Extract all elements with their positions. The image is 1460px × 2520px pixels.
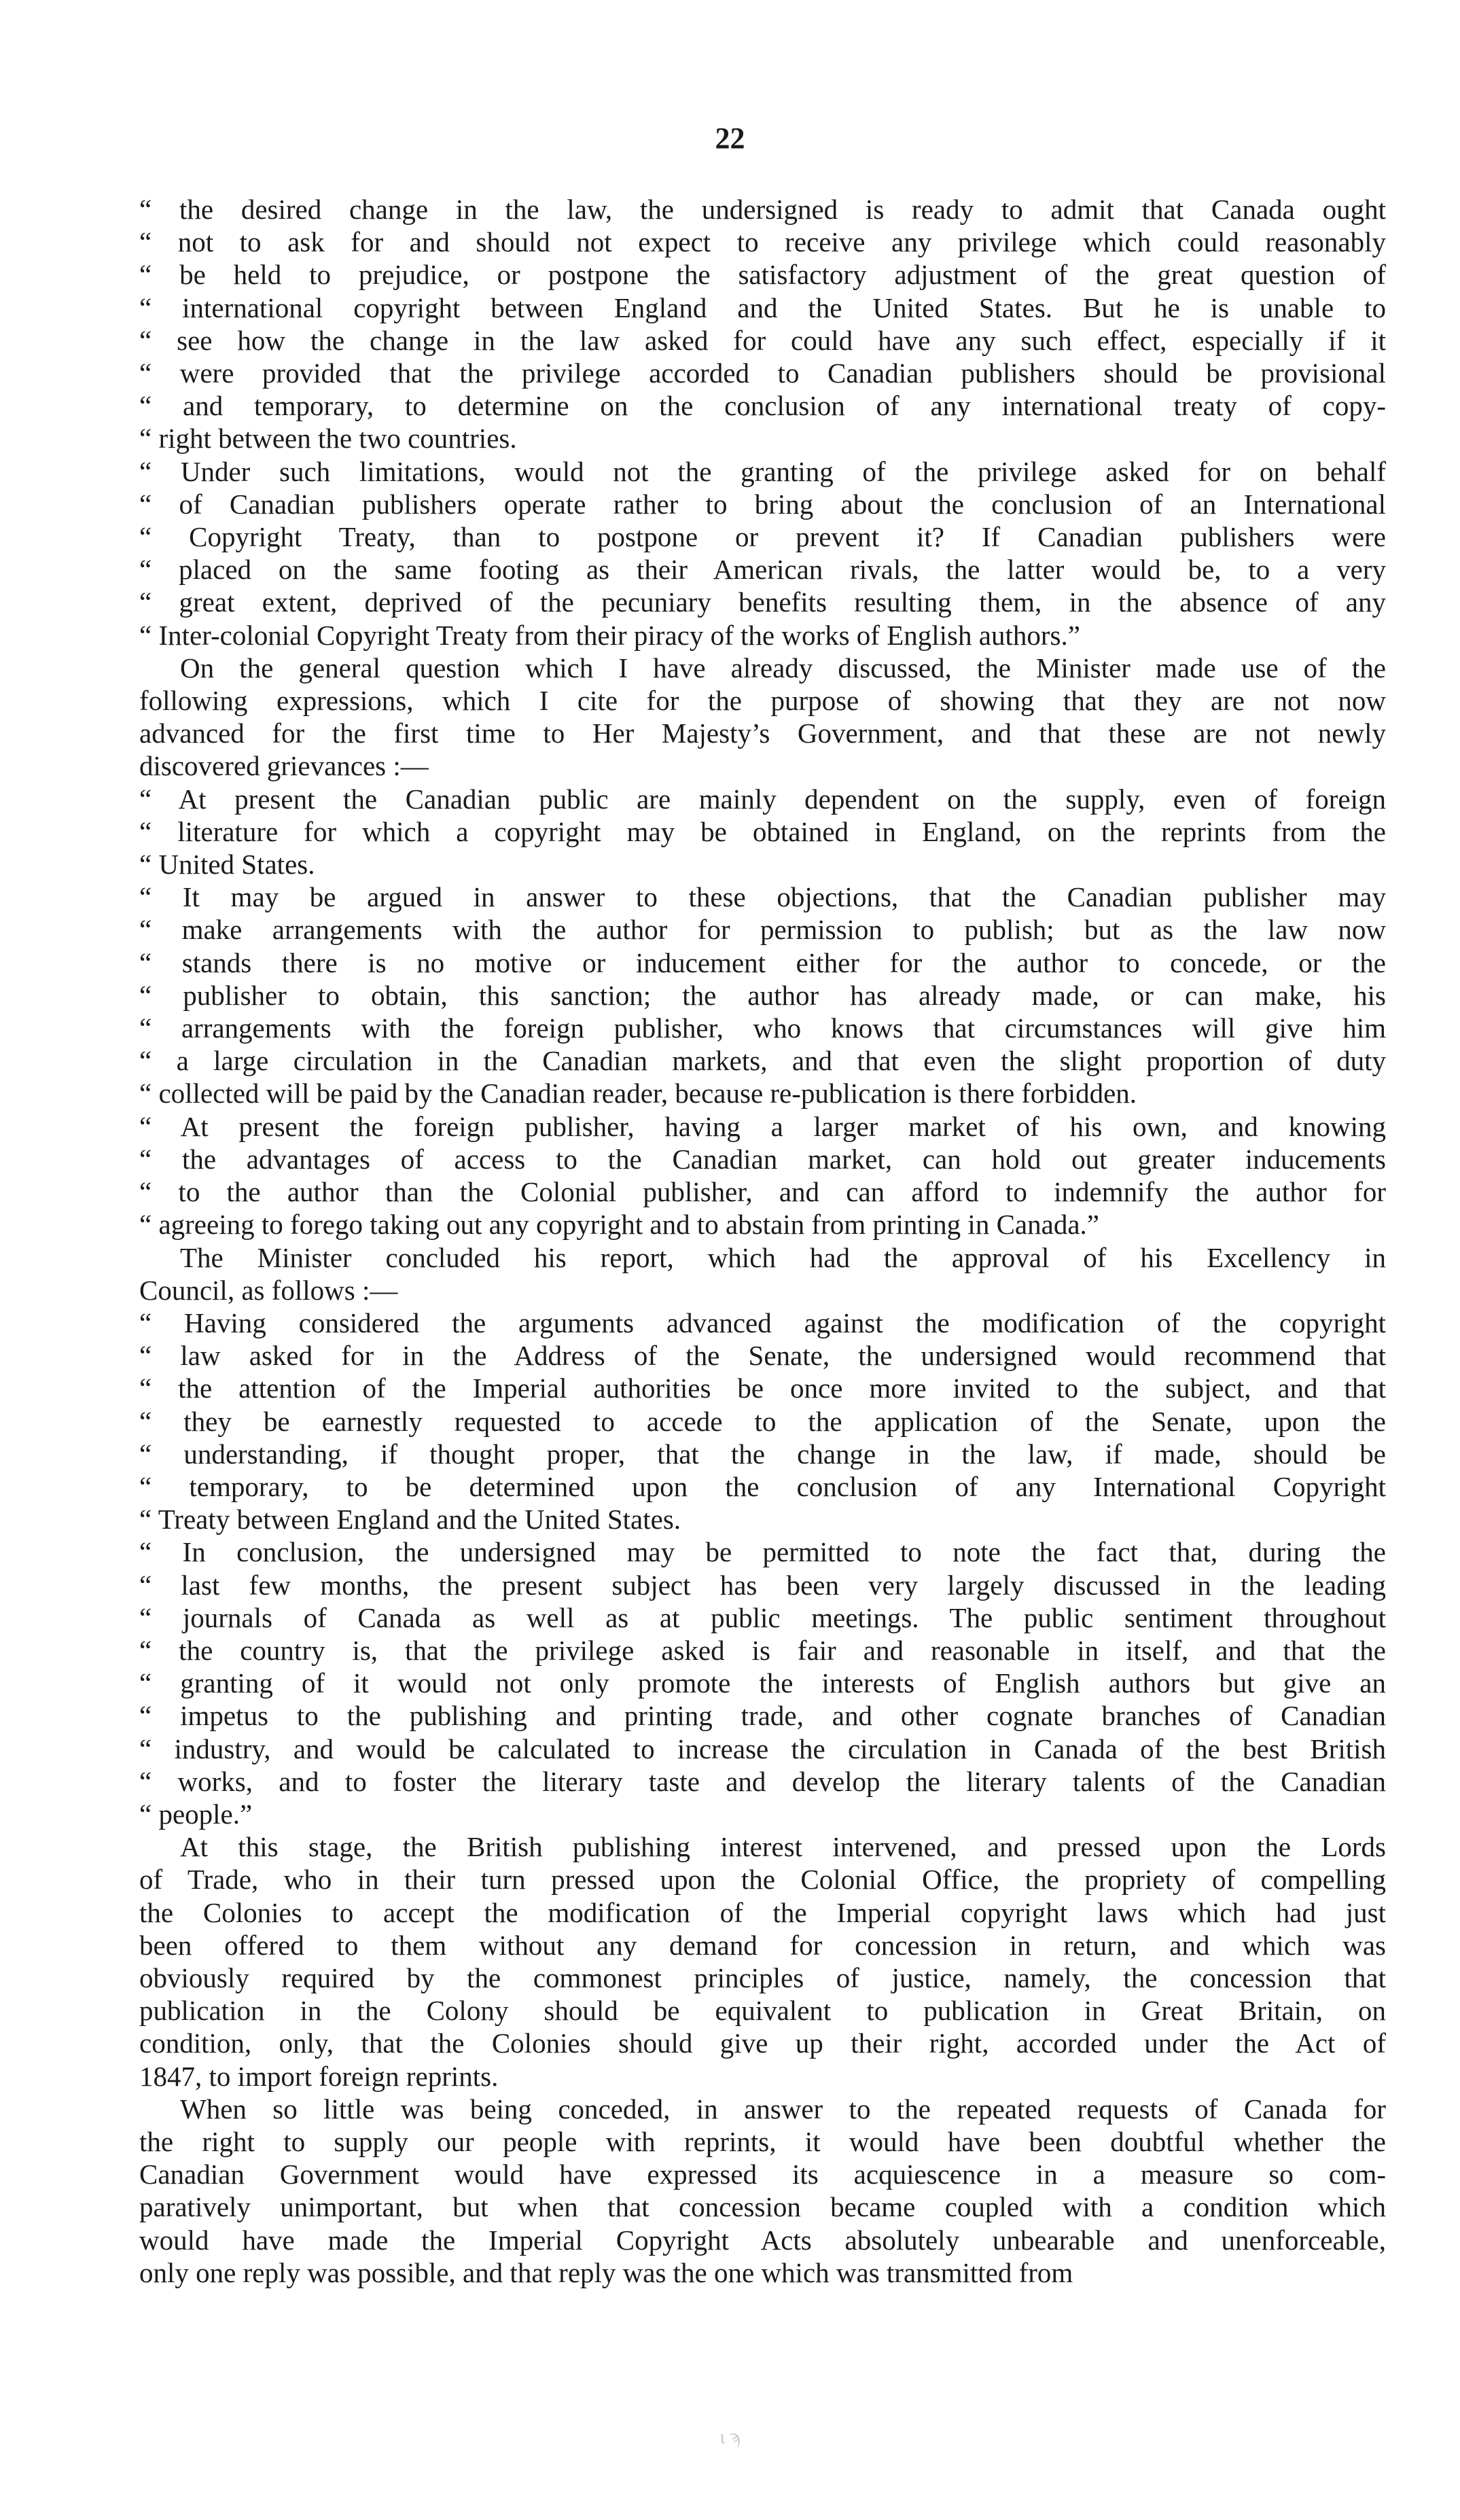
text-line: of Trade, who in their turn pressed upon the Colonial Office, the propriety of compelling [139, 1864, 1386, 1896]
text-line: only one reply was possible, and that reply was the one which was transmitted from [139, 2256, 1073, 2288]
text-line: Council, as follows :— [139, 1274, 398, 1306]
text-line: “ understanding, if thought proper, that the change in the law, if made, should be [139, 1438, 1386, 1470]
text-line: publication in the Colony should be equivalent to publication in Great Britain, on [139, 1995, 1386, 2027]
text-line: “ Having considered the arguments advanced against the modification of the copyright [139, 1307, 1386, 1338]
text-line: “ be held to prejudice, or postpone the satisfactory adjustment of the great question of [139, 259, 1386, 291]
text-line: been offered to them without any demand for concession in return, and which was [139, 1929, 1386, 1961]
text-line: obviously required by the commonest principles of justice, namely, the concession that [139, 1962, 1386, 1993]
text-line: “ great extent, deprived of the pecuniary benefits resulting them, in the absence of any [139, 586, 1386, 618]
text-line: “ temporary, to be determined upon the conclusion of any International Copyright [139, 1470, 1386, 1502]
text-line: “ the attention of the Imperial authorities be once more invited to the subject, and that [139, 1372, 1386, 1404]
text-line: the right to supply our people with reprints, it would have been doubtful whether the [139, 2125, 1386, 2157]
text-line: “ were provided that the privilege accorded to Canadian publishers should be provisional [139, 357, 1386, 389]
text-line: “ to the author than the Colonial publisher, and can afford to indemnify the author for [139, 1176, 1386, 1208]
text-line: “ United States. [139, 849, 315, 881]
text-line: “ Under such limitations, would not the granting of the privilege asked for on behalf [139, 455, 1386, 487]
text-line: would have made the Imperial Copyright Acts absolutely unbearable and unenforceable, [139, 2224, 1386, 2256]
text-line: “ journals of Canada as well as at public meetings. The public sentiment throughout [139, 1601, 1386, 1633]
text-line: “ works, and to foster the literary taste and develop the literary talents of the Canadian [139, 1765, 1386, 1797]
text-line: advanced for the first time to Her Majesty’s Government, and that these are not newly [139, 717, 1386, 749]
body-text [139, 193, 1386, 2289]
text-line: “ placed on the same footing as their American rivals, the latter would be, to a very [139, 554, 1386, 586]
text-line: “ not to ask for and should not expect to receive any privilege which could reasonably [139, 226, 1386, 258]
text-line: “ of Canadian publishers operate rather to bring about the conclusion of an International [139, 488, 1386, 520]
text-line: “ international copyright between England and the United States. But he is unable to [139, 291, 1386, 323]
text-line: “ see how the change in the law asked for could have any such effect, especially if it [139, 324, 1386, 356]
text-line: discovered grievances :— [139, 750, 429, 782]
text-line: The Minister concluded his report, which had the approval of his Excellency in [180, 1241, 1386, 1273]
text-line: “ Copyright Treaty, than to postpone or prevent it? If Canadian publishers were [139, 521, 1386, 553]
text-line: “ they be earnestly requested to accede to the application of the Senate, upon the [139, 1405, 1386, 1437]
text-line: “ the desired change in the law, the undersigned is ready to admit that Canada ought [139, 194, 1386, 225]
text-line: “ literature for which a copyright may be obtained in England, on the reprints from the [139, 815, 1386, 847]
text-line: “ At present the foreign publisher, having a larger market of his own, and knowing [139, 1110, 1386, 1142]
text-line: At this stage, the British publishing interest intervened, and pressed upon the Lords [180, 1831, 1386, 1863]
text-line: “ publisher to obtain, this sanction; the author has already made, or can make, his [139, 979, 1386, 1011]
text-line: “ right between the two countries. [139, 423, 517, 455]
text-line: “ In conclusion, the undersigned may be permitted to note the fact that, during the [139, 1536, 1386, 1568]
text-line: condition, only, that the Colonies should give up their right, accorded under the Act of [139, 2027, 1386, 2059]
text-line: “ granting of it would not only promote the interests of English authors but give an [139, 1667, 1386, 1699]
text-line: “ stands there is no motive or inducement either for the author to concede, or the [139, 946, 1386, 978]
text-line: On the general question which I have already discussed, the Minister made use of the [180, 652, 1386, 684]
text-line: When so little was being conceded, in answer to the repeated requests of Canada for [180, 2093, 1386, 2125]
footer-mark: ι ϡ [719, 2427, 741, 2448]
text-line: 1847, to import foreign reprints. [139, 2060, 499, 2092]
text-line: “ impetus to the publishing and printing trade, and other cognate branches of Canadian [139, 1700, 1386, 1732]
text-line: “ Inter-colonial Copyright Treaty from their piracy of the works of English authors.” [139, 619, 1080, 651]
text-line: following expressions, which I cite for the purpose of showing that they are not now [139, 685, 1386, 717]
text-line: “ last few months, the present subject has been very largely discussed in the leading [139, 1569, 1386, 1601]
text-line: paratively unimportant, but when that concession became coupled with a condition which [139, 2191, 1386, 2223]
text-line: “ Treaty between England and the United States. [139, 1504, 681, 1536]
text-line: “ the advantages of access to the Canadian market, can hold out greater inducements [139, 1143, 1386, 1175]
text-line: “ agreeing to forego taking out any copyright and to abstain from printing in Canada.” [139, 1209, 1099, 1241]
text-line: the Colonies to accept the modification of the Imperial copyright laws which had just [139, 1896, 1386, 1928]
text-line: “ collected will be paid by the Canadian reader, because re-publication is there forbidden. [139, 1078, 1137, 1110]
text-line: “ and temporary, to determine on the conclusion of any international treaty of copy- [139, 390, 1386, 422]
text-line: “ a large circulation in the Canadian markets, and that even the slight proportion of duty [139, 1045, 1386, 1077]
text-line: “ make arrangements with the author for permission to publish; but as the law now [139, 914, 1386, 946]
text-line: “ industry, and would be calculated to increase the circulation in Canada of the best British [139, 1733, 1386, 1764]
text-line: “ arrangements with the foreign publisher, who knows that circumstances will give him [139, 1012, 1386, 1044]
page-number: 22 [715, 122, 745, 155]
text-line: “ It may be argued in answer to these objections, that the Canadian publisher may [139, 881, 1386, 913]
text-line: “ law asked for in the Address of the Senate, the undersigned would recommend that [139, 1340, 1386, 1372]
text-line: Canadian Government would have expressed its acquiescence in a measure so com- [139, 2159, 1386, 2190]
text-line: “ people.” [139, 1798, 253, 1830]
text-line: “ the country is, that the privilege asked is fair and reasonable in itself, and that the [139, 1634, 1386, 1666]
text-line: “ At present the Canadian public are mainly dependent on the supply, even of foreign [139, 783, 1386, 815]
